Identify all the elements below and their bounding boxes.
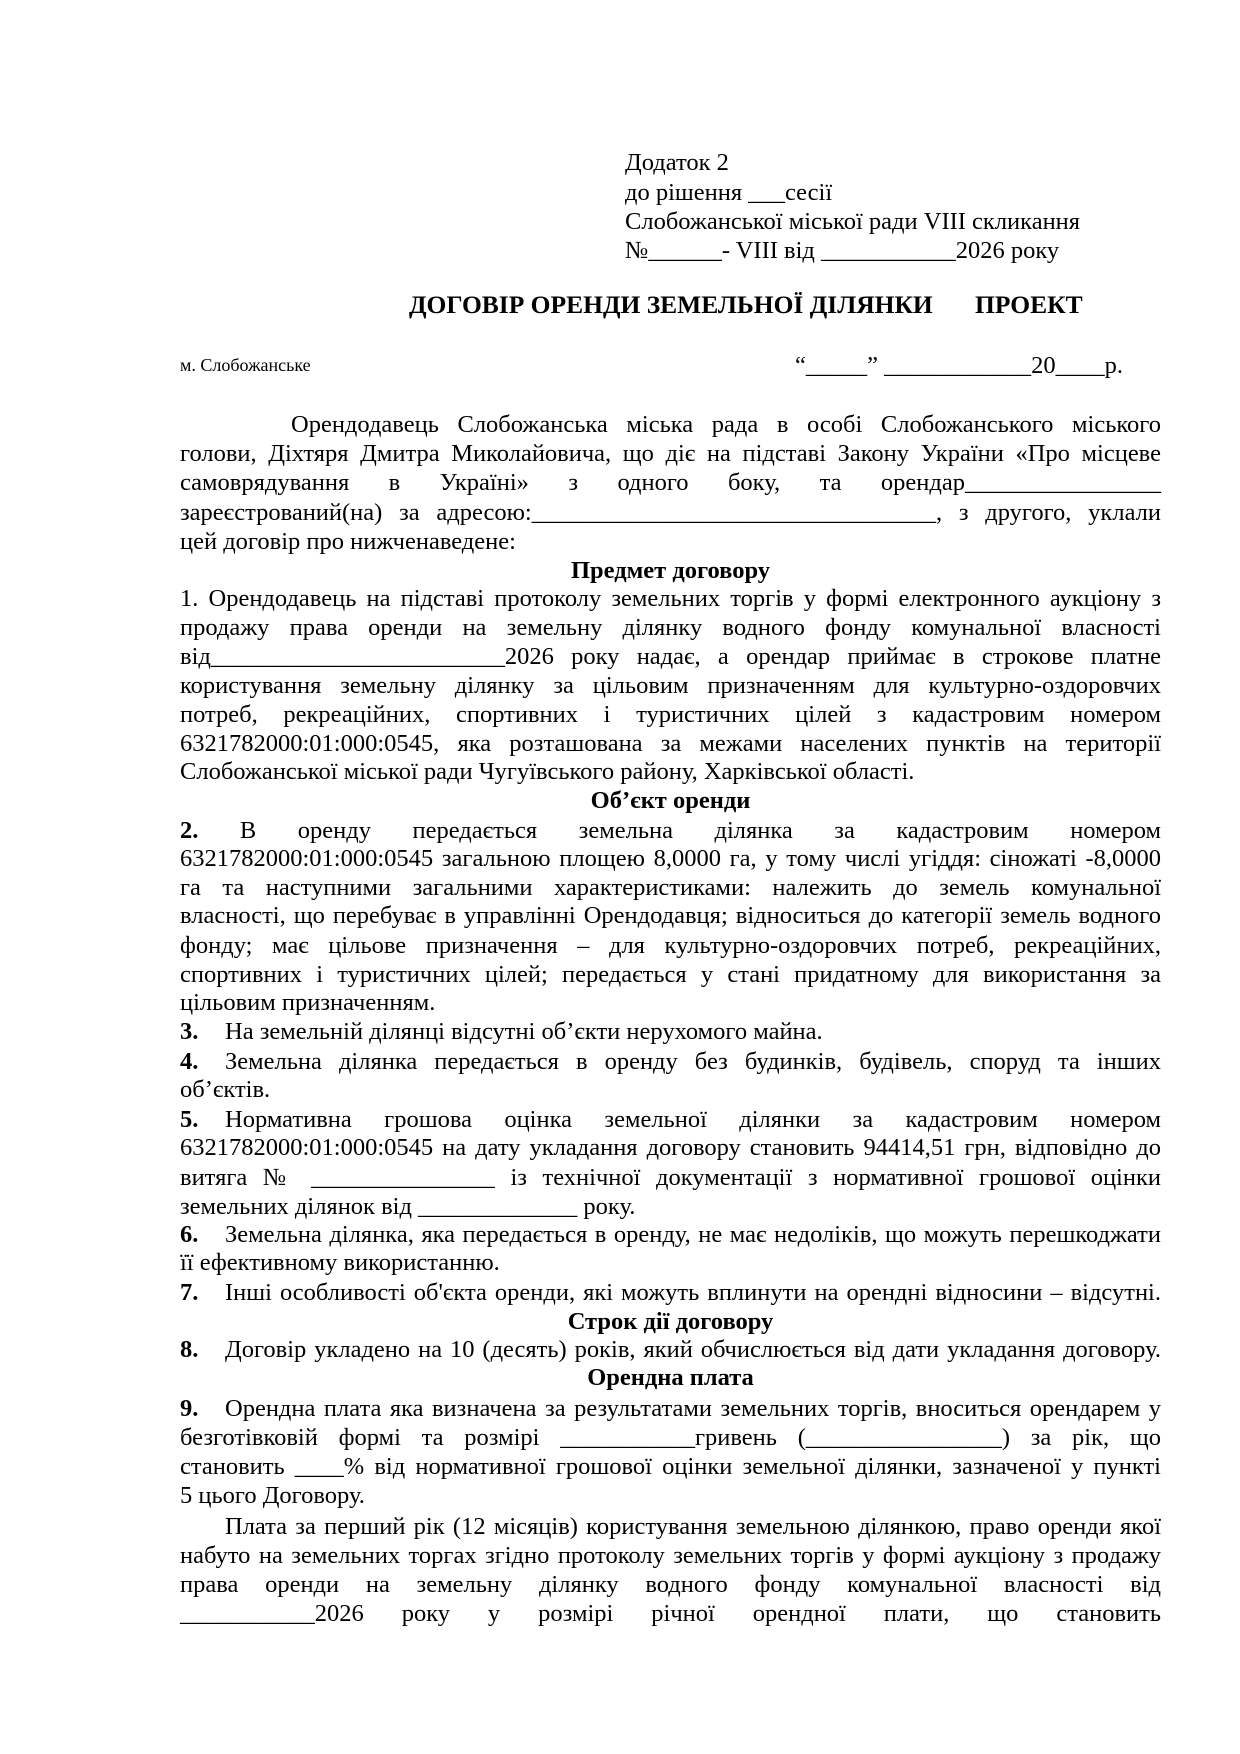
decision-line: до рішення ___сесії xyxy=(625,179,833,206)
clause-9-line: становить ____% від нормативної грошової оцінки земельної ділянки, зазначеної у пункті xyxy=(180,1453,1161,1480)
clause-text: На земельній ділянці відсутні об’єкти нерухомого майна. xyxy=(225,1018,823,1045)
council-line: Слобожанської міської ради VIII скликання xyxy=(625,208,1081,235)
place: м. Слобожанське xyxy=(180,355,311,375)
draft-label: ПРОЕКТ xyxy=(975,290,1083,319)
first-year-payment-line: права оренди на земельну ділянку водного фонду комунальної власності від xyxy=(180,1571,1161,1598)
clause-1-line: користування земельну ділянку за цільовим призначенням для культурно-оздоровчих xyxy=(180,672,1161,699)
clause-number: 9. xyxy=(180,1395,199,1422)
clause-number: 8. xyxy=(180,1336,199,1363)
preamble-line: цей договір про нижченаведене: xyxy=(180,528,516,555)
clause-number: 7. xyxy=(180,1279,199,1306)
clause-number: 4. xyxy=(180,1048,199,1075)
clause-number: 5. xyxy=(180,1106,199,1133)
clause-2-line: га та наступними загальними характеристиками: належить до земель комунальної xyxy=(180,874,1161,901)
contract-date: “_____” ____________20____р. xyxy=(795,352,1123,379)
clause-9-line xyxy=(180,1394,1161,1423)
clause-number: 1. xyxy=(180,585,199,612)
clause-6-line: її ефективному використанню. xyxy=(180,1249,500,1276)
clause-2-line: 6321782000:01:000:0545 загальною площею 8,0000 га, у тому числі угіддя: сіножаті -8,0000 xyxy=(180,845,1161,872)
clause-4-line xyxy=(180,1047,1161,1076)
clause-5-line: 6321782000:01:000:0545 на дату укладання договору становить 94414,51 грн, відповідно до xyxy=(180,1134,1161,1161)
clause-text: В оренду передається земельна ділянка за кадастровим номером xyxy=(239,817,1162,844)
clause-text: Договір укладено на 10 (десять) років, який обчислюється від дати укладання договору. xyxy=(225,1336,1161,1363)
clause-5-line: земельних ділянок від _____________ року. xyxy=(180,1193,636,1220)
clause-text: Нормативна грошова оцінка земельної ділянки за кадастровим номером xyxy=(225,1106,1161,1133)
clause-1-line xyxy=(180,584,1161,613)
clause-text: Інші особливості об'єкта оренди, які можуть вплинути на орендні відносини – відсутні. xyxy=(225,1279,1161,1306)
appendix-label: Додаток 2 xyxy=(625,149,729,176)
clause-text: Земельна ділянка, яка передається в оренду, не має недоліків, що можуть перешкоджати xyxy=(225,1221,1161,1248)
clause-8-line xyxy=(180,1335,1161,1364)
clause-1-line: 6321782000:01:000:0545, яка розташована за межами населених пунктів на території xyxy=(180,730,1161,757)
section-heading-subject: Предмет договору xyxy=(570,557,770,584)
section-heading-term: Строк дії договору xyxy=(567,1308,774,1335)
document-title: ДОГОВІР ОРЕНДИ ЗЕМЕЛЬНОЇ ДІЛЯНКИ xyxy=(409,290,933,319)
clause-3-line xyxy=(180,1017,1161,1046)
clause-text: Орендна плата яка визначена за результатами земельних торгів, вноситься орендарем у xyxy=(225,1395,1161,1422)
clause-5-line: витяга № _______________ із технічної документації з нормативної грошової оцінки xyxy=(180,1164,1161,1191)
preamble-line: голови, Діхтяря Дмитра Миколайовича, що діє на підставі Закону України «Про місцеве xyxy=(180,440,1161,467)
clause-text: Земельна ділянка передається в оренду без будинків, будівель, споруд та інших xyxy=(225,1048,1161,1075)
preamble-line: самоврядування в Україні» з одного боку, та орендар________________ xyxy=(180,469,1161,496)
clause-2-line: цільовим призначенням. xyxy=(180,989,436,1016)
first-year-payment-line: набуто на земельних торгах згідно протоколу земельних торгів у формі аукціону з продажу xyxy=(180,1542,1161,1569)
section-heading-rent: Орендна плата xyxy=(587,1364,754,1391)
preamble-line: зареєстрований(на) за адресою:_________________________________, з другого, уклали xyxy=(180,499,1161,526)
clause-2-line: спортивних і туристичних цілей; передається у стані придатному для використання за xyxy=(180,961,1161,988)
clause-number: 3. xyxy=(180,1018,199,1045)
clause-9-line: безготівковій формі та розмірі ___________гривень (________________) за рік, що xyxy=(180,1424,1161,1451)
first-year-payment-line: ___________2026 року у розмірі річної орендної плати, що становить xyxy=(180,1600,1161,1627)
clause-1-line: Слобожанської міської ради Чугуївського району, Харківської області. xyxy=(180,758,915,785)
clause-number: 6. xyxy=(180,1221,199,1248)
clause-number: 2. xyxy=(180,817,199,844)
decision-number-line: №______- VIII від ___________2026 року xyxy=(625,237,1060,264)
clause-2-line: фонду; має цільове призначення – для культурно-оздоровчих потреб, рекреаційних, xyxy=(180,932,1161,959)
clause-1-line: потреб, рекреаційних, спортивних і туристичних цілей з кадастровим номером xyxy=(180,701,1161,728)
clause-1-line: від________________________2026 року надає, а орендар приймає в строкове платне xyxy=(180,643,1161,670)
first-year-payment-line: Плата за перший рік (12 місяців) користування земельною ділянкою, право оренди якої xyxy=(225,1513,1161,1540)
preamble-line: Орендодавець Слобожанська міська рада в особі Слобожанського міського xyxy=(291,411,1161,438)
clause-4-line: об’єктів. xyxy=(180,1076,271,1103)
clause-6-line xyxy=(180,1220,1161,1249)
clause-9-line: 5 цього Договору. xyxy=(180,1482,365,1509)
clause-2-line: власності, що перебуває в управлінні Орендодавця; відноситься до категорії земель водного xyxy=(180,902,1161,929)
clause-text: Орендодавець на підставі протоколу земельних торгів у формі електронного аукціону з xyxy=(198,585,1161,612)
section-heading-object: Об’єкт оренди xyxy=(590,787,751,814)
clause-1-line: продажу права оренди на земельну ділянку водного фонду комунальної власності xyxy=(180,614,1161,641)
clause-5-line xyxy=(180,1105,1161,1134)
clause-2-line xyxy=(180,816,1161,845)
clause-7-line xyxy=(180,1278,1161,1307)
